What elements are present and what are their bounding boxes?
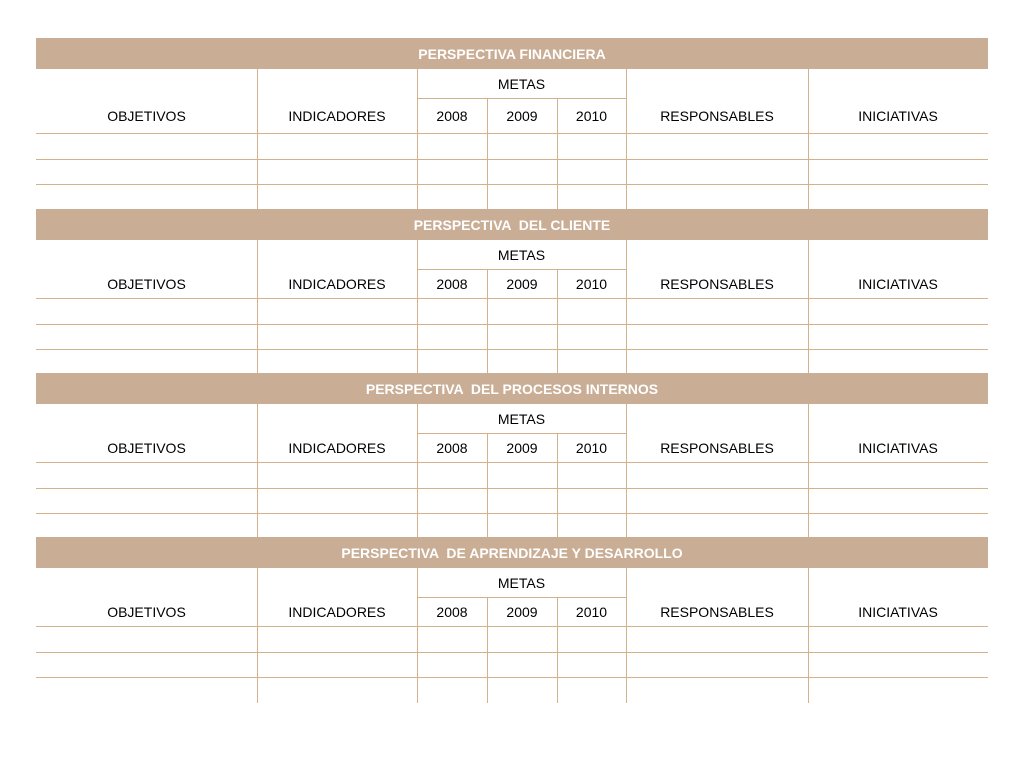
header-iniciativas: INICIATIVAS bbox=[858, 107, 938, 124]
scorecard-table bbox=[36, 404, 988, 539]
header-indicadores: INDICADORES bbox=[288, 107, 386, 124]
table-cell[interactable] bbox=[257, 159, 417, 185]
table-cell[interactable] bbox=[417, 159, 487, 185]
table-cell[interactable] bbox=[626, 184, 808, 210]
table-cell[interactable] bbox=[257, 513, 417, 539]
section-title: PERSPECTIVA DEL CLIENTE bbox=[36, 209, 988, 240]
header-year-2008: 2008 bbox=[436, 107, 468, 124]
grid-line bbox=[417, 269, 626, 270]
table-cell[interactable] bbox=[36, 488, 257, 514]
table-cell[interactable] bbox=[36, 159, 257, 185]
table-cell[interactable] bbox=[626, 349, 808, 375]
table-cell[interactable] bbox=[36, 349, 257, 375]
table-cell[interactable] bbox=[487, 298, 557, 324]
table-cell[interactable] bbox=[808, 462, 988, 488]
table-cell[interactable] bbox=[808, 652, 988, 678]
table-cell[interactable] bbox=[487, 626, 557, 652]
table-cell[interactable] bbox=[257, 488, 417, 514]
table-cell[interactable] bbox=[557, 462, 626, 488]
table-cell[interactable] bbox=[487, 652, 557, 678]
header-year-2010: 2010 bbox=[575, 439, 608, 456]
table-cell[interactable] bbox=[257, 462, 417, 488]
header-year-2009: 2009 bbox=[506, 275, 538, 292]
header-metas: METAS bbox=[497, 246, 546, 263]
header-year-2010: 2010 bbox=[575, 275, 608, 292]
header-objetivos: OBJETIVOS bbox=[107, 275, 186, 292]
table-cell[interactable] bbox=[417, 324, 487, 350]
perspective-section bbox=[36, 537, 988, 703]
table-cell[interactable] bbox=[36, 133, 257, 159]
table-cell[interactable] bbox=[557, 488, 626, 514]
table-cell[interactable] bbox=[417, 652, 487, 678]
table-cell[interactable] bbox=[557, 349, 626, 375]
header-year-2008: 2008 bbox=[436, 603, 468, 620]
table-cell[interactable] bbox=[257, 652, 417, 678]
table-cell[interactable] bbox=[808, 626, 988, 652]
table-cell[interactable] bbox=[36, 324, 257, 350]
section-title: PERSPECTIVA DE APRENDIZAJE Y DESARROLLO bbox=[36, 537, 988, 568]
table-cell[interactable] bbox=[417, 298, 487, 324]
perspective-section bbox=[36, 38, 988, 210]
table-cell[interactable] bbox=[257, 626, 417, 652]
table-cell[interactable] bbox=[417, 462, 487, 488]
header-indicadores: INDICADORES bbox=[288, 603, 386, 620]
table-cell[interactable] bbox=[257, 184, 417, 210]
table-cell[interactable] bbox=[36, 677, 257, 703]
table-cell[interactable] bbox=[257, 349, 417, 375]
table-cell[interactable] bbox=[808, 488, 988, 514]
header-metas: METAS bbox=[497, 75, 546, 92]
table-cell[interactable] bbox=[417, 513, 487, 539]
table-cell[interactable] bbox=[626, 462, 808, 488]
table-cell[interactable] bbox=[626, 488, 808, 514]
header-responsables: RESPONSABLES bbox=[660, 275, 774, 292]
table-cell[interactable] bbox=[626, 298, 808, 324]
perspective-section bbox=[36, 209, 988, 375]
table-cell[interactable] bbox=[557, 677, 626, 703]
table-cell[interactable] bbox=[557, 133, 626, 159]
table-cell[interactable] bbox=[487, 324, 557, 350]
table-cell[interactable] bbox=[626, 652, 808, 678]
header-iniciativas: INICIATIVAS bbox=[858, 275, 938, 292]
table-cell[interactable] bbox=[626, 159, 808, 185]
table-cell[interactable] bbox=[808, 349, 988, 375]
table-cell[interactable] bbox=[487, 184, 557, 210]
header-year-2008: 2008 bbox=[436, 275, 468, 292]
table-cell[interactable] bbox=[487, 133, 557, 159]
table-cell[interactable] bbox=[808, 298, 988, 324]
table-cell[interactable] bbox=[808, 324, 988, 350]
header-year-2008: 2008 bbox=[436, 439, 468, 456]
table-cell[interactable] bbox=[808, 677, 988, 703]
table-cell[interactable] bbox=[487, 513, 557, 539]
table-cell[interactable] bbox=[808, 159, 988, 185]
grid-line bbox=[417, 98, 626, 99]
table-cell[interactable] bbox=[557, 626, 626, 652]
table-cell[interactable] bbox=[36, 626, 257, 652]
header-year-2009: 2009 bbox=[506, 107, 538, 124]
table-cell[interactable] bbox=[417, 488, 487, 514]
table-cell[interactable] bbox=[557, 513, 626, 539]
table-cell[interactable] bbox=[626, 626, 808, 652]
table-cell[interactable] bbox=[36, 298, 257, 324]
header-indicadores: INDICADORES bbox=[288, 275, 386, 292]
header-responsables: RESPONSABLES bbox=[660, 107, 774, 124]
table-cell[interactable] bbox=[417, 677, 487, 703]
header-year-2010: 2010 bbox=[575, 107, 608, 124]
table-cell[interactable] bbox=[557, 298, 626, 324]
table-cell[interactable] bbox=[257, 298, 417, 324]
header-indicadores: INDICADORES bbox=[288, 439, 386, 456]
section-title: PERSPECTIVA FINANCIERA bbox=[36, 38, 988, 69]
table-cell[interactable] bbox=[417, 133, 487, 159]
table-cell[interactable] bbox=[487, 462, 557, 488]
scorecard-table bbox=[36, 69, 988, 210]
table-cell[interactable] bbox=[808, 184, 988, 210]
header-iniciativas: INICIATIVAS bbox=[858, 439, 938, 456]
header-responsables: RESPONSABLES bbox=[660, 439, 774, 456]
header-objetivos: OBJETIVOS bbox=[107, 603, 186, 620]
scorecard-table bbox=[36, 240, 988, 375]
scorecard-table bbox=[36, 568, 988, 703]
table-cell[interactable] bbox=[417, 349, 487, 375]
table-cell[interactable] bbox=[626, 133, 808, 159]
header-year-2009: 2009 bbox=[506, 603, 538, 620]
table-cell[interactable] bbox=[487, 159, 557, 185]
table-cell[interactable] bbox=[417, 184, 487, 210]
table-cell[interactable] bbox=[36, 462, 257, 488]
header-iniciativas: INICIATIVAS bbox=[858, 603, 938, 620]
section-title: PERSPECTIVA DEL PROCESOS INTERNOS bbox=[36, 373, 988, 404]
table-cell[interactable] bbox=[487, 488, 557, 514]
header-objetivos: OBJETIVOS bbox=[107, 107, 186, 124]
table-cell[interactable] bbox=[626, 324, 808, 350]
perspective-section bbox=[36, 373, 988, 539]
grid-line bbox=[417, 433, 626, 434]
table-cell[interactable] bbox=[808, 133, 988, 159]
table-cell[interactable] bbox=[417, 626, 487, 652]
table-cell[interactable] bbox=[557, 184, 626, 210]
table-cell[interactable] bbox=[557, 324, 626, 350]
table-cell[interactable] bbox=[557, 159, 626, 185]
header-metas: METAS bbox=[497, 574, 546, 591]
table-cell[interactable] bbox=[257, 324, 417, 350]
grid-line bbox=[417, 597, 626, 598]
table-cell[interactable] bbox=[36, 513, 257, 539]
table-cell[interactable] bbox=[626, 513, 808, 539]
header-year-2010: 2010 bbox=[575, 603, 608, 620]
table-cell[interactable] bbox=[36, 652, 257, 678]
header-responsables: RESPONSABLES bbox=[660, 603, 774, 620]
table-cell[interactable] bbox=[257, 133, 417, 159]
table-cell[interactable] bbox=[36, 184, 257, 210]
header-year-2009: 2009 bbox=[506, 439, 538, 456]
table-cell[interactable] bbox=[808, 513, 988, 539]
header-metas: METAS bbox=[497, 410, 546, 427]
table-cell[interactable] bbox=[557, 652, 626, 678]
table-cell[interactable] bbox=[487, 349, 557, 375]
table-cell[interactable] bbox=[626, 677, 808, 703]
table-cell[interactable] bbox=[257, 677, 417, 703]
header-objetivos: OBJETIVOS bbox=[107, 439, 186, 456]
table-cell[interactable] bbox=[487, 677, 557, 703]
